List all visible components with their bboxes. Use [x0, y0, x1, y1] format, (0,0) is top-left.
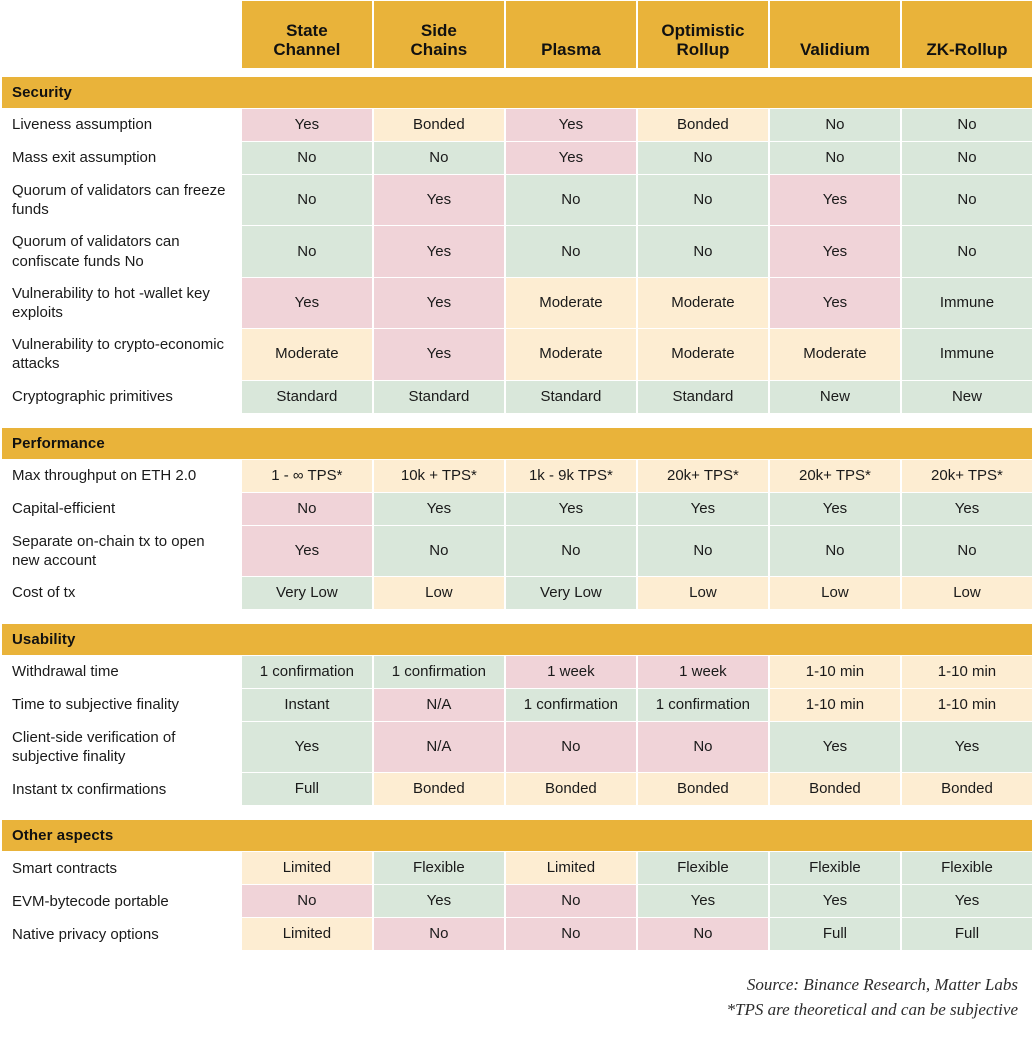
- table-cell: Full: [902, 918, 1032, 950]
- table-cell: Yes: [770, 278, 900, 328]
- table-cell: No: [242, 493, 372, 525]
- table-cell: Bonded: [638, 773, 768, 805]
- table-cell: Standard: [638, 381, 768, 413]
- table-cell: Yes: [242, 722, 372, 772]
- row-label: Client-side verification of subjective finality: [2, 722, 240, 772]
- table-cell: Moderate: [770, 329, 900, 379]
- table-cell: No: [638, 142, 768, 174]
- table-cell: 1-10 min: [902, 689, 1032, 721]
- column-header-line2: Channel: [273, 39, 341, 59]
- table-cell: Flexible: [374, 852, 504, 884]
- table-cell: No: [374, 526, 504, 576]
- row-label: Cost of tx: [2, 577, 240, 609]
- table-cell: No: [506, 918, 636, 950]
- table-cell: Yes: [770, 493, 900, 525]
- row-label: Vulnerability to hot -wallet key exploits: [2, 278, 240, 328]
- table-cell: Standard: [374, 381, 504, 413]
- table-cell: No: [770, 526, 900, 576]
- section-header-row: [2, 428, 1032, 459]
- section-title: Other aspects: [2, 820, 1032, 851]
- table-cell: 20k+ TPS*: [638, 460, 768, 492]
- table-cell: Standard: [506, 381, 636, 413]
- table-cell: Flexible: [770, 852, 900, 884]
- table-cell: Low: [770, 577, 900, 609]
- table-cell: No: [638, 722, 768, 772]
- table-cell: No: [770, 142, 900, 174]
- table-cell: Yes: [374, 175, 504, 225]
- table-cell: No: [638, 175, 768, 225]
- spacer-cell: [2, 610, 1032, 623]
- table-cell: Full: [770, 918, 900, 950]
- table-cell: Low: [374, 577, 504, 609]
- column-header-line2: Chains: [410, 39, 468, 59]
- table-cell: Immune: [902, 329, 1032, 379]
- table-cell: New: [770, 381, 900, 413]
- table-cell: 1 week: [506, 656, 636, 688]
- table-cell: No: [902, 175, 1032, 225]
- column-header-line1: Side: [420, 20, 457, 40]
- table-cell: 1-10 min: [770, 656, 900, 688]
- table-cell: 1-10 min: [770, 689, 900, 721]
- table-header: [2, 1, 1032, 68]
- row-label: Native privacy options: [2, 918, 240, 950]
- column-header-optimistic-rollup: [638, 1, 768, 68]
- section-spacer: [2, 69, 1032, 76]
- table-corner-cell: [2, 1, 240, 68]
- table-cell: 1k - 9k TPS*: [506, 460, 636, 492]
- table-row: [2, 109, 1032, 141]
- row-label: Max throughput on ETH 2.0: [2, 460, 240, 492]
- table-cell: Yes: [242, 526, 372, 576]
- section-title: Usability: [2, 624, 1032, 655]
- table-row: [2, 329, 1032, 379]
- table-cell: No: [506, 226, 636, 276]
- table-row: [2, 852, 1032, 884]
- table-cell: Standard: [242, 381, 372, 413]
- table-row: [2, 278, 1032, 328]
- column-header-state-channel: [242, 1, 372, 68]
- table-row: [2, 918, 1032, 950]
- row-label: Withdrawal time: [2, 656, 240, 688]
- table-cell: 20k+ TPS*: [770, 460, 900, 492]
- spacer-cell: [2, 69, 1032, 76]
- source-text: Source: Binance Research, Matter Labs: [746, 975, 1018, 995]
- table-cell: Yes: [374, 493, 504, 525]
- table-cell: New: [902, 381, 1032, 413]
- section-header-row: [2, 820, 1032, 851]
- section-header-row: [2, 77, 1032, 108]
- table-cell: No: [506, 722, 636, 772]
- table-cell: No: [638, 918, 768, 950]
- table-cell: No: [902, 526, 1032, 576]
- table-cell: Moderate: [242, 329, 372, 379]
- table-cell: No: [902, 109, 1032, 141]
- table-cell: No: [374, 142, 504, 174]
- table-body: [2, 69, 1032, 950]
- row-label: Capital-efficient: [2, 493, 240, 525]
- column-header-line1: Optimistic: [661, 20, 745, 40]
- table-cell: Yes: [242, 278, 372, 328]
- table-cell: No: [506, 885, 636, 917]
- table-cell: Low: [638, 577, 768, 609]
- table-cell: Very Low: [506, 577, 636, 609]
- row-label: Cryptographic primitives: [2, 381, 240, 413]
- table-footnote: [0, 951, 1034, 1022]
- table-cell: 10k + TPS*: [374, 460, 504, 492]
- table-row: [2, 381, 1032, 413]
- table-cell: 1 confirmation: [374, 656, 504, 688]
- table-cell: Very Low: [242, 577, 372, 609]
- table-cell: No: [902, 226, 1032, 276]
- table-cell: Low: [902, 577, 1032, 609]
- table-cell: Limited: [242, 918, 372, 950]
- table-row: [2, 226, 1032, 276]
- table-cell: Limited: [506, 852, 636, 884]
- row-label: Separate on-chain tx to open new account: [2, 526, 240, 576]
- table-cell: No: [506, 175, 636, 225]
- table-cell: Yes: [242, 109, 372, 141]
- table-cell: Yes: [506, 142, 636, 174]
- column-header-side-chains: [374, 1, 504, 68]
- table-row: [2, 885, 1032, 917]
- table-header-row: [2, 1, 1032, 68]
- table-cell: Moderate: [506, 278, 636, 328]
- table-cell: Yes: [638, 493, 768, 525]
- table-cell: Flexible: [638, 852, 768, 884]
- column-header-line1: State: [286, 20, 328, 40]
- table-cell: Bonded: [638, 109, 768, 141]
- table-cell: No: [902, 142, 1032, 174]
- column-header-plasma: [506, 1, 636, 68]
- section-title: Security: [2, 77, 1032, 108]
- column-header-validium: [770, 1, 900, 68]
- table-cell: 1-10 min: [902, 656, 1032, 688]
- tps-note-text: *TPS are theoretical and can be subjective: [726, 999, 1018, 1019]
- table-cell: Yes: [374, 885, 504, 917]
- section-spacer: [2, 806, 1032, 819]
- table-cell: Yes: [770, 885, 900, 917]
- table-cell: Yes: [374, 226, 504, 276]
- table-cell: No: [374, 918, 504, 950]
- table-row: [2, 175, 1032, 225]
- table-cell: Bonded: [902, 773, 1032, 805]
- table-cell: 1 confirmation: [506, 689, 636, 721]
- table-cell: 1 - ∞ TPS*: [242, 460, 372, 492]
- table-row: [2, 526, 1032, 576]
- row-label: EVM-bytecode portable: [2, 885, 240, 917]
- table-cell: Yes: [902, 493, 1032, 525]
- row-label: Smart contracts: [2, 852, 240, 884]
- table-cell: No: [638, 226, 768, 276]
- row-label: Quorum of validators can freeze funds: [2, 175, 240, 225]
- row-label: Time to subjective finality: [2, 689, 240, 721]
- table-row: [2, 689, 1032, 721]
- column-header-line1: Validium: [799, 39, 870, 59]
- table-row: [2, 656, 1032, 688]
- table-row: [2, 493, 1032, 525]
- section-header-row: [2, 624, 1032, 655]
- section-spacer: [2, 610, 1032, 623]
- table-cell: Yes: [770, 722, 900, 772]
- table-cell: Moderate: [638, 329, 768, 379]
- table-cell: Yes: [770, 226, 900, 276]
- table-row: [2, 773, 1032, 805]
- table-cell: N/A: [374, 689, 504, 721]
- table-cell: Yes: [902, 885, 1032, 917]
- table-row: [2, 577, 1032, 609]
- table-cell: Limited: [242, 852, 372, 884]
- table-cell: Bonded: [374, 773, 504, 805]
- spacer-cell: [2, 806, 1032, 819]
- table-cell: Bonded: [770, 773, 900, 805]
- table-row: [2, 460, 1032, 492]
- table-cell: No: [242, 885, 372, 917]
- table-cell: Yes: [638, 885, 768, 917]
- table-cell: Instant: [242, 689, 372, 721]
- table-cell: No: [242, 142, 372, 174]
- table-cell: Yes: [506, 109, 636, 141]
- table-cell: Bonded: [506, 773, 636, 805]
- row-label: Liveness assumption: [2, 109, 240, 141]
- section-title: Performance: [2, 428, 1032, 459]
- table-cell: Yes: [374, 329, 504, 379]
- section-spacer: [2, 414, 1032, 427]
- table-cell: 20k+ TPS*: [902, 460, 1032, 492]
- column-header-zk-rollup: [902, 1, 1032, 68]
- table-row: [2, 722, 1032, 772]
- spacer-cell: [2, 414, 1032, 427]
- table-cell: Yes: [506, 493, 636, 525]
- row-label: Mass exit assumption: [2, 142, 240, 174]
- table-cell: 1 confirmation: [638, 689, 768, 721]
- table-row: [2, 142, 1032, 174]
- table-cell: Full: [242, 773, 372, 805]
- table-cell: No: [242, 175, 372, 225]
- table-cell: Immune: [902, 278, 1032, 328]
- row-label: Vulnerability to crypto-economic attacks: [2, 329, 240, 379]
- column-header-line2: Rollup: [676, 39, 730, 59]
- table-cell: Moderate: [638, 278, 768, 328]
- table-cell: 1 week: [638, 656, 768, 688]
- column-header-line1: Plasma: [541, 39, 601, 59]
- table-cell: Yes: [902, 722, 1032, 772]
- column-header-line1: ZK-Rollup: [926, 39, 1008, 59]
- table-cell: No: [638, 526, 768, 576]
- table-cell: Yes: [374, 278, 504, 328]
- table-cell: No: [770, 109, 900, 141]
- table-cell: Bonded: [374, 109, 504, 141]
- table-cell: No: [506, 526, 636, 576]
- row-label: Quorum of validators can confiscate funds No: [2, 226, 240, 276]
- table-cell: Yes: [770, 175, 900, 225]
- table-cell: Moderate: [506, 329, 636, 379]
- row-label: Instant tx confirmations: [2, 773, 240, 805]
- table-cell: No: [242, 226, 372, 276]
- table-cell: 1 confirmation: [242, 656, 372, 688]
- table-cell: N/A: [374, 722, 504, 772]
- table-cell: Flexible: [902, 852, 1032, 884]
